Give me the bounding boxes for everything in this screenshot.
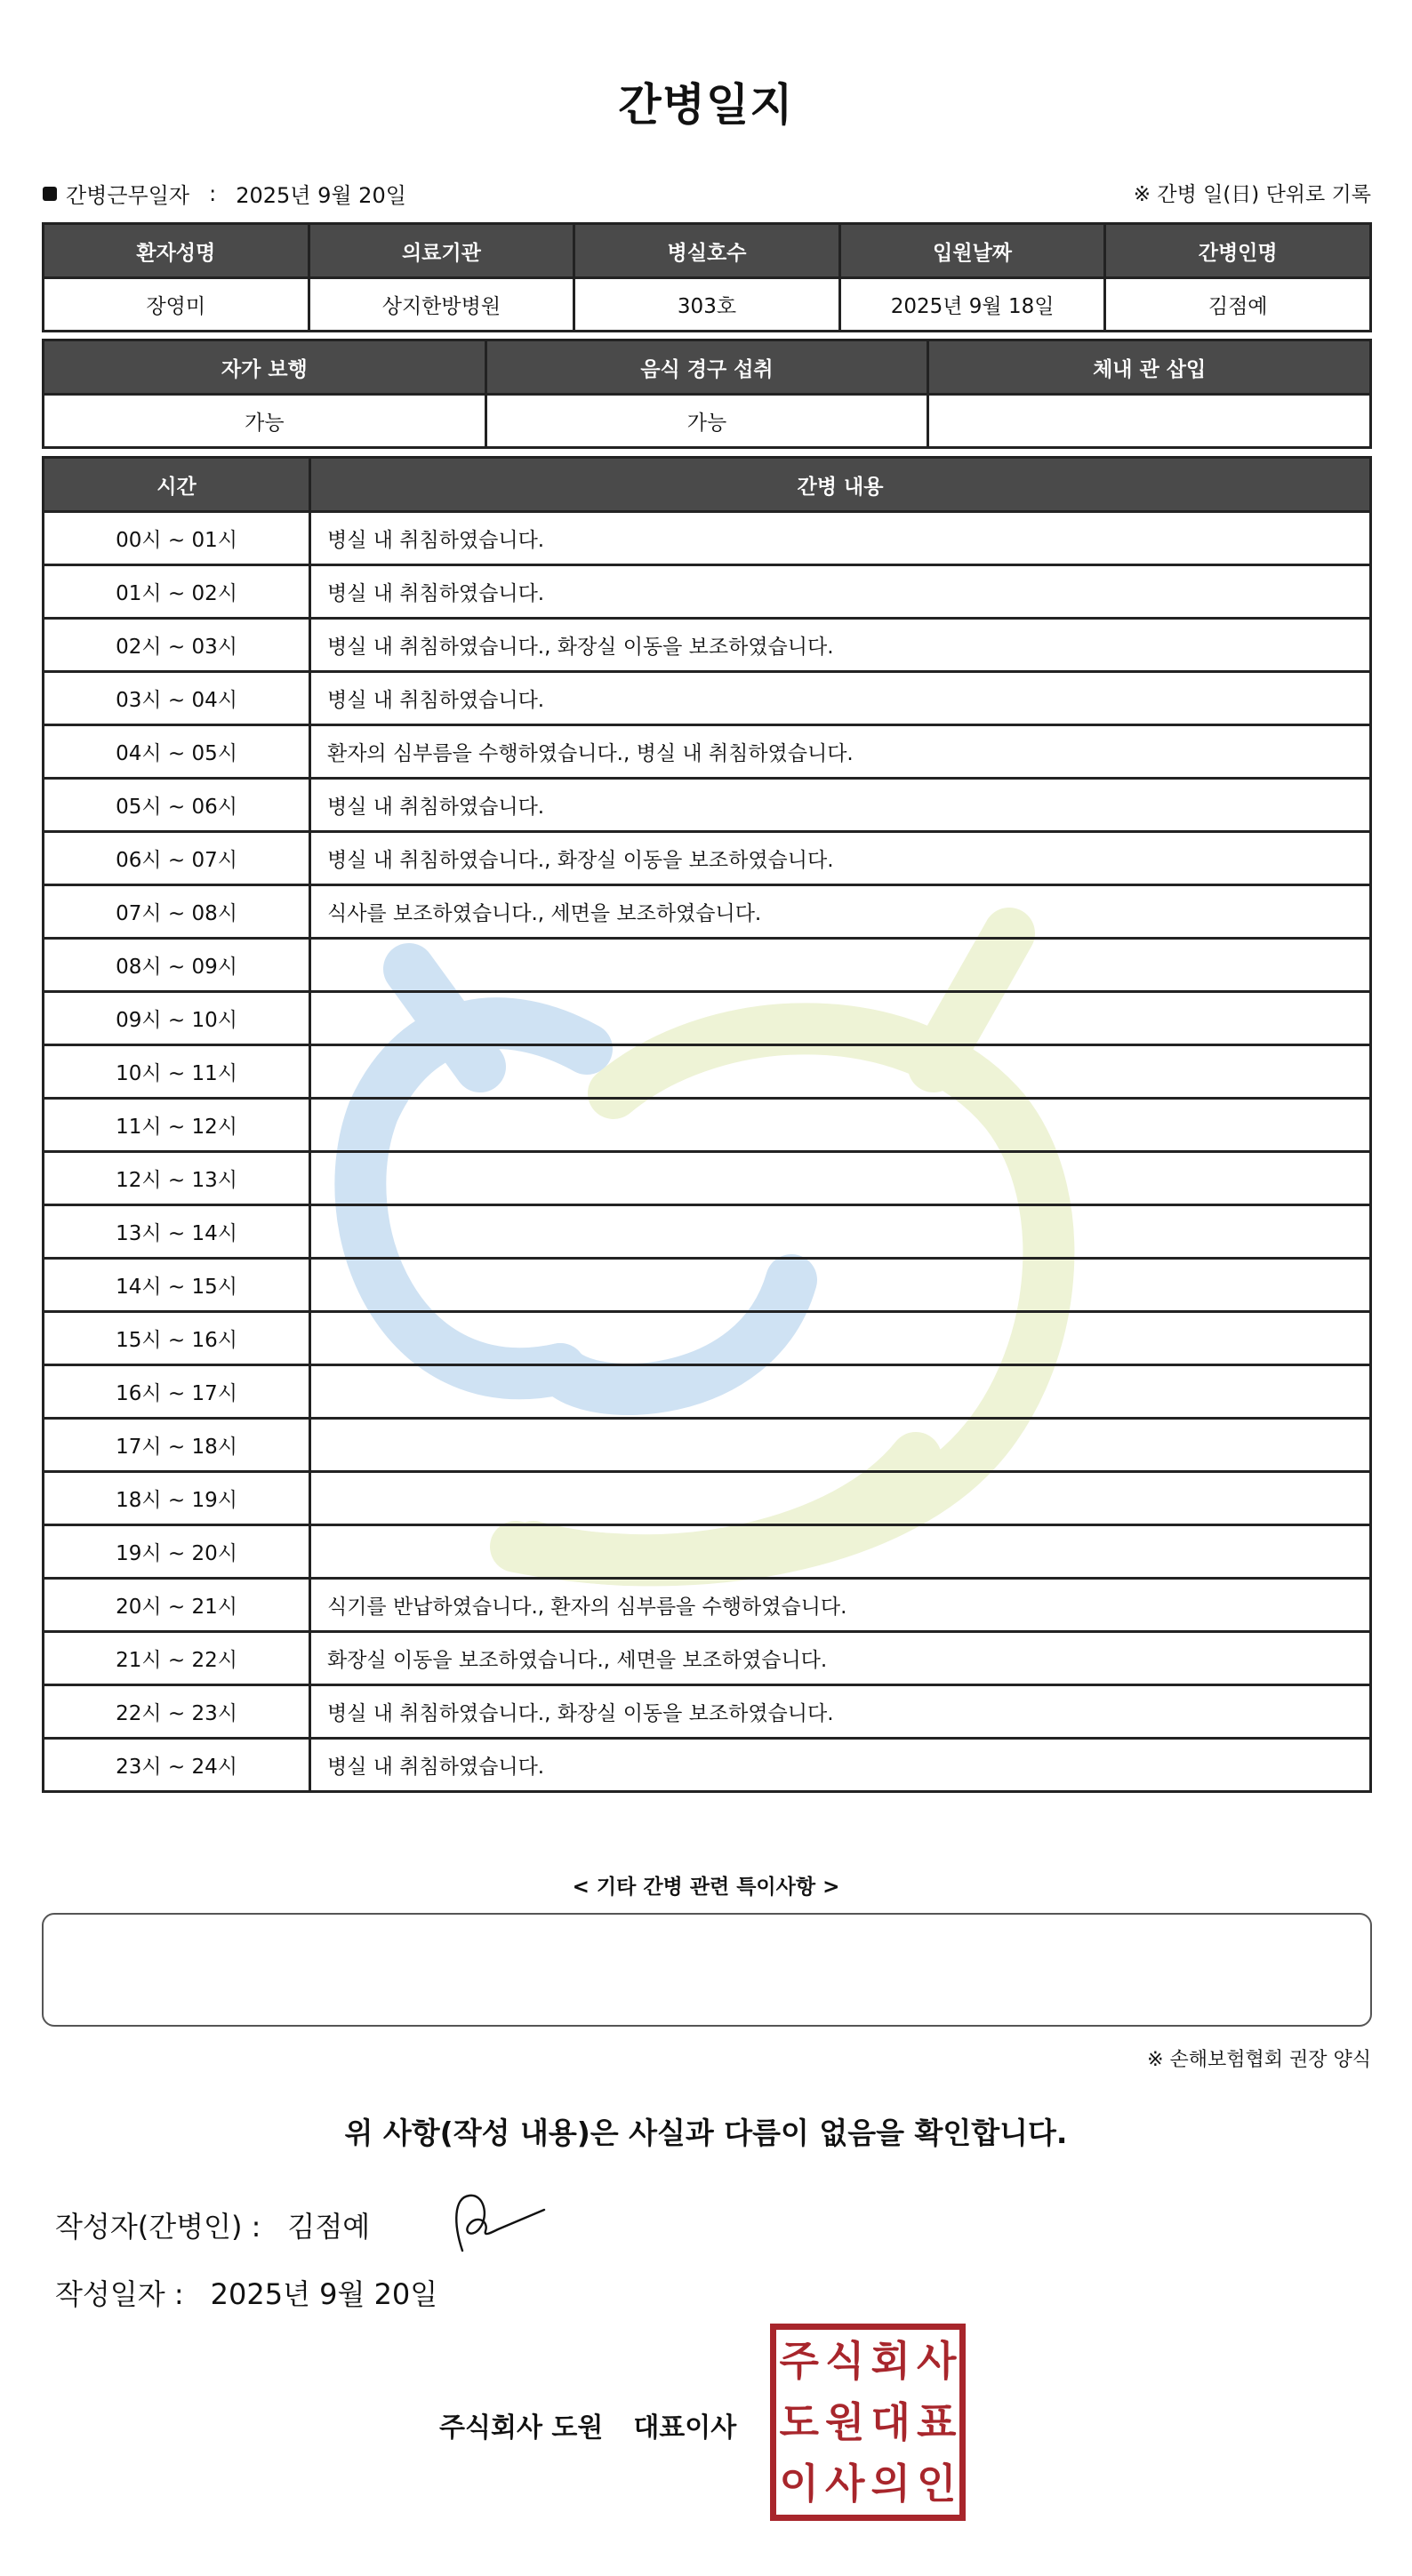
log-row xyxy=(44,885,1371,939)
notes-box xyxy=(42,1913,1372,2027)
signature-icon xyxy=(445,2188,551,2252)
log-time: 22시 ~ 23시 xyxy=(44,1685,310,1739)
log-row xyxy=(44,1365,1371,1419)
log-content xyxy=(310,939,1371,992)
tube-insertion-value xyxy=(928,395,1371,448)
log-row xyxy=(44,1259,1371,1312)
log-time: 19시 ~ 20시 xyxy=(44,1525,310,1579)
log-content xyxy=(310,1419,1371,1472)
log-time: 15시 ~ 16시 xyxy=(44,1312,310,1365)
admission-date: 2025년 9월 18일 xyxy=(839,278,1105,332)
log-content: 병실 내 취침하였습니다. xyxy=(310,779,1371,832)
patient-status-table xyxy=(42,339,1372,449)
notes-text xyxy=(44,1915,1370,1940)
log-content: 병실 내 취침하였습니다., 화장실 이동을 보조하였습니다. xyxy=(310,1685,1371,1739)
header-tube-insertion: 체내 관 삽입 xyxy=(928,340,1371,395)
work-date xyxy=(43,178,406,209)
log-content: 환자의 심부름을 수행하였습니다., 병실 내 취침하였습니다. xyxy=(310,725,1371,779)
header-caregiver-name: 간병인명 xyxy=(1105,224,1371,278)
log-content xyxy=(310,992,1371,1045)
log-row xyxy=(44,832,1371,885)
header-time: 시간 xyxy=(44,458,310,512)
log-time: 10시 ~ 11시 xyxy=(44,1045,310,1099)
log-time: 00시 ~ 01시 xyxy=(44,512,310,565)
log-time: 11시 ~ 12시 xyxy=(44,1099,310,1152)
log-row xyxy=(44,1152,1371,1205)
written-date-line xyxy=(55,2272,437,2313)
log-time: 16시 ~ 17시 xyxy=(44,1365,310,1419)
log-row xyxy=(44,1045,1371,1099)
log-row xyxy=(44,619,1371,672)
work-date-label: 간병근무일자 xyxy=(66,183,190,208)
company-signature-line xyxy=(439,2405,736,2444)
log-content xyxy=(310,1259,1371,1312)
log-row xyxy=(44,512,1371,565)
log-content: 식사를 보조하였습니다., 세면을 보조하였습니다. xyxy=(310,885,1371,939)
log-content: 병실 내 취침하였습니다. xyxy=(310,512,1371,565)
hospital-name: 상지한방병원 xyxy=(309,278,574,332)
log-row xyxy=(44,565,1371,619)
written-date-label: 작성일자 : xyxy=(55,2277,184,2311)
log-row xyxy=(44,1472,1371,1525)
header-oral-intake: 음식 경구 섭취 xyxy=(485,340,928,395)
company-name: 주식회사 도원 xyxy=(439,2412,604,2444)
log-row xyxy=(44,779,1371,832)
patient-name: 장영미 xyxy=(44,278,309,332)
care-log-table xyxy=(42,456,1372,1793)
log-time: 05시 ~ 06시 xyxy=(44,779,310,832)
log-time: 18시 ~ 19시 xyxy=(44,1472,310,1525)
oral-intake-value: 가능 xyxy=(485,395,928,448)
log-row xyxy=(44,1312,1371,1365)
log-time: 09시 ~ 10시 xyxy=(44,992,310,1045)
log-row xyxy=(44,672,1371,725)
header-room: 병실호수 xyxy=(574,224,840,278)
log-row xyxy=(44,1739,1371,1792)
page-title: 간병일지 xyxy=(618,79,794,131)
log-time: 06시 ~ 07시 xyxy=(44,832,310,885)
header-care-content: 간병 내용 xyxy=(310,458,1371,512)
log-row xyxy=(44,1685,1371,1739)
log-content: 화장실 이동을 보조하였습니다., 세면을 보조하였습니다. xyxy=(310,1632,1371,1685)
log-content xyxy=(310,1205,1371,1259)
form-source-note: ※ 손해보험협회 권장 양식 xyxy=(1147,2049,1371,2071)
log-row xyxy=(44,1525,1371,1579)
log-time: 13시 ~ 14시 xyxy=(44,1205,310,1259)
self-walking-value: 가능 xyxy=(44,395,486,448)
patient-info-table xyxy=(42,222,1372,332)
company-seal-stamp: 주 식 회 사 도 원 대 표 이 사 의 인 xyxy=(770,2324,966,2521)
log-content xyxy=(310,1312,1371,1365)
log-row xyxy=(44,1579,1371,1632)
header-hospital: 의료기관 xyxy=(309,224,574,278)
log-content: 병실 내 취침하였습니다. xyxy=(310,565,1371,619)
log-time: 03시 ~ 04시 xyxy=(44,672,310,725)
writer-line xyxy=(55,2204,370,2245)
log-content: 병실 내 취침하였습니다., 화장실 이동을 보조하였습니다. xyxy=(310,619,1371,672)
log-row xyxy=(44,725,1371,779)
log-content: 병실 내 취침하였습니다. xyxy=(310,1739,1371,1792)
log-time: 21시 ~ 22시 xyxy=(44,1632,310,1685)
square-bullet-icon xyxy=(43,187,57,201)
log-time: 12시 ~ 13시 xyxy=(44,1152,310,1205)
log-row xyxy=(44,939,1371,992)
log-content xyxy=(310,1152,1371,1205)
log-time: 07시 ~ 08시 xyxy=(44,885,310,939)
log-content xyxy=(310,1099,1371,1152)
log-content: 식기를 반납하였습니다., 환자의 심부름을 수행하였습니다. xyxy=(310,1579,1371,1632)
log-time: 02시 ~ 03시 xyxy=(44,619,310,672)
log-content xyxy=(310,1472,1371,1525)
log-time: 17시 ~ 18시 xyxy=(44,1419,310,1472)
log-content xyxy=(310,1525,1371,1579)
log-time: 04시 ~ 05시 xyxy=(44,725,310,779)
room-number: 303호 xyxy=(574,278,840,332)
log-time: 08시 ~ 09시 xyxy=(44,939,310,992)
confirm-statement: 위 사항(작성 내용)은 사실과 다름이 없음을 확인합니다. xyxy=(344,2116,1068,2150)
writer-name: 김점예 xyxy=(287,2210,371,2244)
notes-heading: < 기타 간병 관련 특이사항 > xyxy=(572,1876,840,1899)
log-content xyxy=(310,1365,1371,1419)
writer-label: 작성자(간병인) : xyxy=(55,2210,261,2244)
work-date-colon: : xyxy=(209,180,217,206)
log-row xyxy=(44,1419,1371,1472)
header-admission-date: 입원날짜 xyxy=(839,224,1105,278)
caregiver-name: 김점예 xyxy=(1105,278,1371,332)
log-content xyxy=(310,1045,1371,1099)
meta-row xyxy=(43,178,1371,213)
written-date-value: 2025년 9월 20일 xyxy=(210,2277,438,2311)
log-content: 병실 내 취침하였습니다., 화장실 이동을 보조하였습니다. xyxy=(310,832,1371,885)
header-patient-name: 환자성명 xyxy=(44,224,309,278)
log-time: 20시 ~ 21시 xyxy=(44,1579,310,1632)
representative-title: 대표이사 xyxy=(633,2412,737,2444)
log-row xyxy=(44,992,1371,1045)
log-row xyxy=(44,1099,1371,1152)
log-row xyxy=(44,1632,1371,1685)
log-content: 병실 내 취침하였습니다. xyxy=(310,672,1371,725)
log-time: 23시 ~ 24시 xyxy=(44,1739,310,1792)
work-date-value: 2025년 9월 20일 xyxy=(236,183,406,208)
header-self-walking: 자가 보행 xyxy=(44,340,486,395)
log-time: 14시 ~ 15시 xyxy=(44,1259,310,1312)
log-time: 01시 ~ 02시 xyxy=(44,565,310,619)
record-unit-note: ※ 간병 일(日) 단위로 기록 xyxy=(1133,183,1371,206)
log-row xyxy=(44,1205,1371,1259)
